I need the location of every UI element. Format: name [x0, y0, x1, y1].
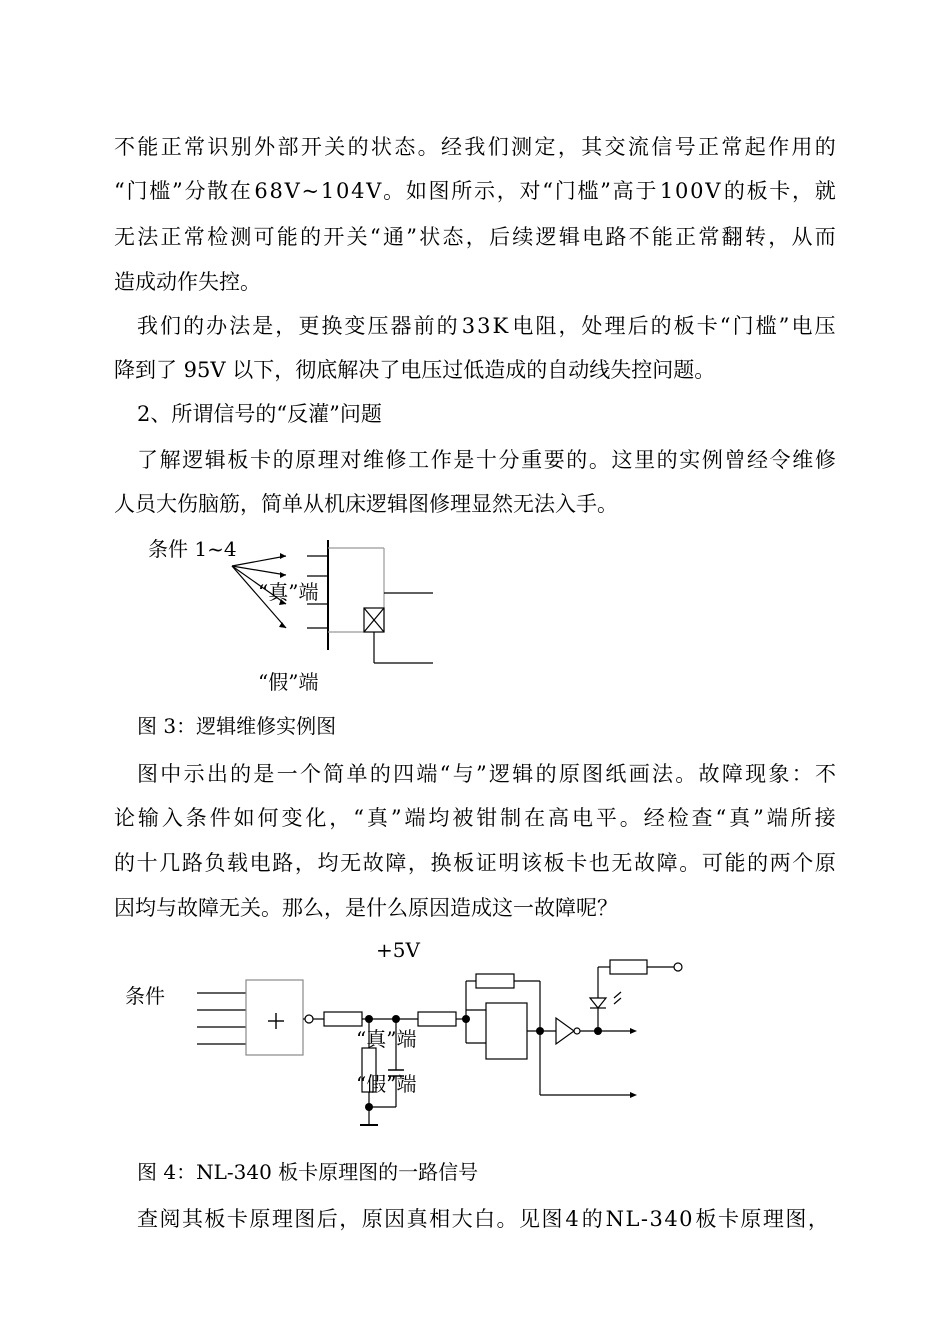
paragraph-1-line-2: “ 门 槛 ” 分 散 在 6 8 V ~ 1 0 4 V 。 如 图 所 示 ， 对 “ 门 槛 ” 高 于 1 0 0 V 的 板 卡 ， 就 — [114, 179, 836, 203]
section-heading: 2、所谓信号的“反灌”问题 — [137, 402, 382, 426]
fig3-false-label: “假”端 — [258, 670, 319, 694]
fig4-inverter — [556, 1018, 574, 1044]
fig3-true-label: “真”端 — [258, 580, 319, 604]
paragraph-5-line-1: 查 阅 其 板 卡 原 理 图 后 ， 原 因 真 相 大 白 。 见 图 4 的 N L - 3 4 0 板 卡 原 理 图 ， — [137, 1207, 829, 1231]
fig4-caption: 图 4：NL-340 板卡原理图的一路信号 — [137, 1160, 479, 1184]
fig4-false-label: “假”端 — [356, 1072, 417, 1096]
paragraph-4-line-4: 因均与故障无关。那么，是什么原因造成这一故障呢？ — [114, 896, 618, 920]
fig4-resistor-1 — [324, 1012, 362, 1026]
fig4-conditions-label: 条件 — [125, 984, 165, 1008]
paragraph-4-line-3: 的 十 几 路 负 载 电 路 ， 均 无 故 障 ， 换 板 证 明 该 板 卡 也 无 故 障 。 可 能 的 两 个 原 — [114, 851, 836, 875]
fig4-or-gate — [246, 980, 303, 1055]
fig3-conditions-label: 条件 1~4 — [148, 537, 237, 561]
fig4-resistor-2 — [418, 1012, 456, 1026]
fig3-caption: 图 3：逻辑维修实例图 — [137, 714, 337, 738]
fig4-true-label: “真”端 — [356, 1027, 417, 1051]
paragraph-2-line-2: 降到了 95V 以下，彻底解决了电压过低造成的自动线失控问题。 — [114, 358, 716, 382]
fig4-gate-inverter-bubble — [305, 1015, 313, 1023]
paragraph-1-line-3: 无 法 正 常 检 测 可 能 的 开 关 “ 通 ” 状 态 ， 后 续 逻 辑 电 路 不 能 正 常 翻 转 ， 从 而 — [114, 225, 836, 249]
paragraph-3-line-1: 了 解 逻 辑 板 卡 的 原 理 对 维 修 工 作 是 十 分 重 要 的 。 这 里 的 实 例 曾 经 令 维 修 — [137, 448, 836, 472]
fig4-led — [590, 998, 606, 1008]
fig4-vcc-label: +5V — [376, 938, 420, 962]
fig4-vcc-terminal — [674, 963, 682, 971]
paragraph-2-line-1: 我 们 的 办 法 是 ， 更 换 变 压 器 前 的 3 3 K 电 阻 ， 处 理 后 的 板 卡 “ 门 槛 ” 电 压 — [137, 314, 836, 338]
paragraph-4-line-2: 论 输 入 条 件 如 何 变 化 ， “ 真 ” 端 均 被 钳 制 在 高 电 平 。 经 检 查 “ 真 ” 端 所 接 — [114, 806, 836, 830]
paragraph-1-line-1: 不 能 正 常 识 别 外 部 开 关 的 状 态 。 经 我 们 测 定 ， 其 交 流 信 号 正 常 起 作 用 的 — [114, 135, 836, 159]
paragraph-1-line-4: 造成动作失控。 — [114, 270, 261, 294]
paragraph-4-line-1: 图 中 示 出 的 是 一 个 简 单 的 四 端 “ 与 ” 逻 辑 的 原 图 纸 画 法 。 故 障 现 象 ： 不 — [137, 762, 836, 786]
fig4-logic-block — [486, 1003, 527, 1059]
fig4-resistor-feedback — [476, 974, 514, 988]
fig4-resistor-led — [610, 960, 647, 974]
paragraph-3-line-2: 人员大伤脑筋，简单从机床逻辑图修理显然无法入手。 — [114, 492, 618, 516]
